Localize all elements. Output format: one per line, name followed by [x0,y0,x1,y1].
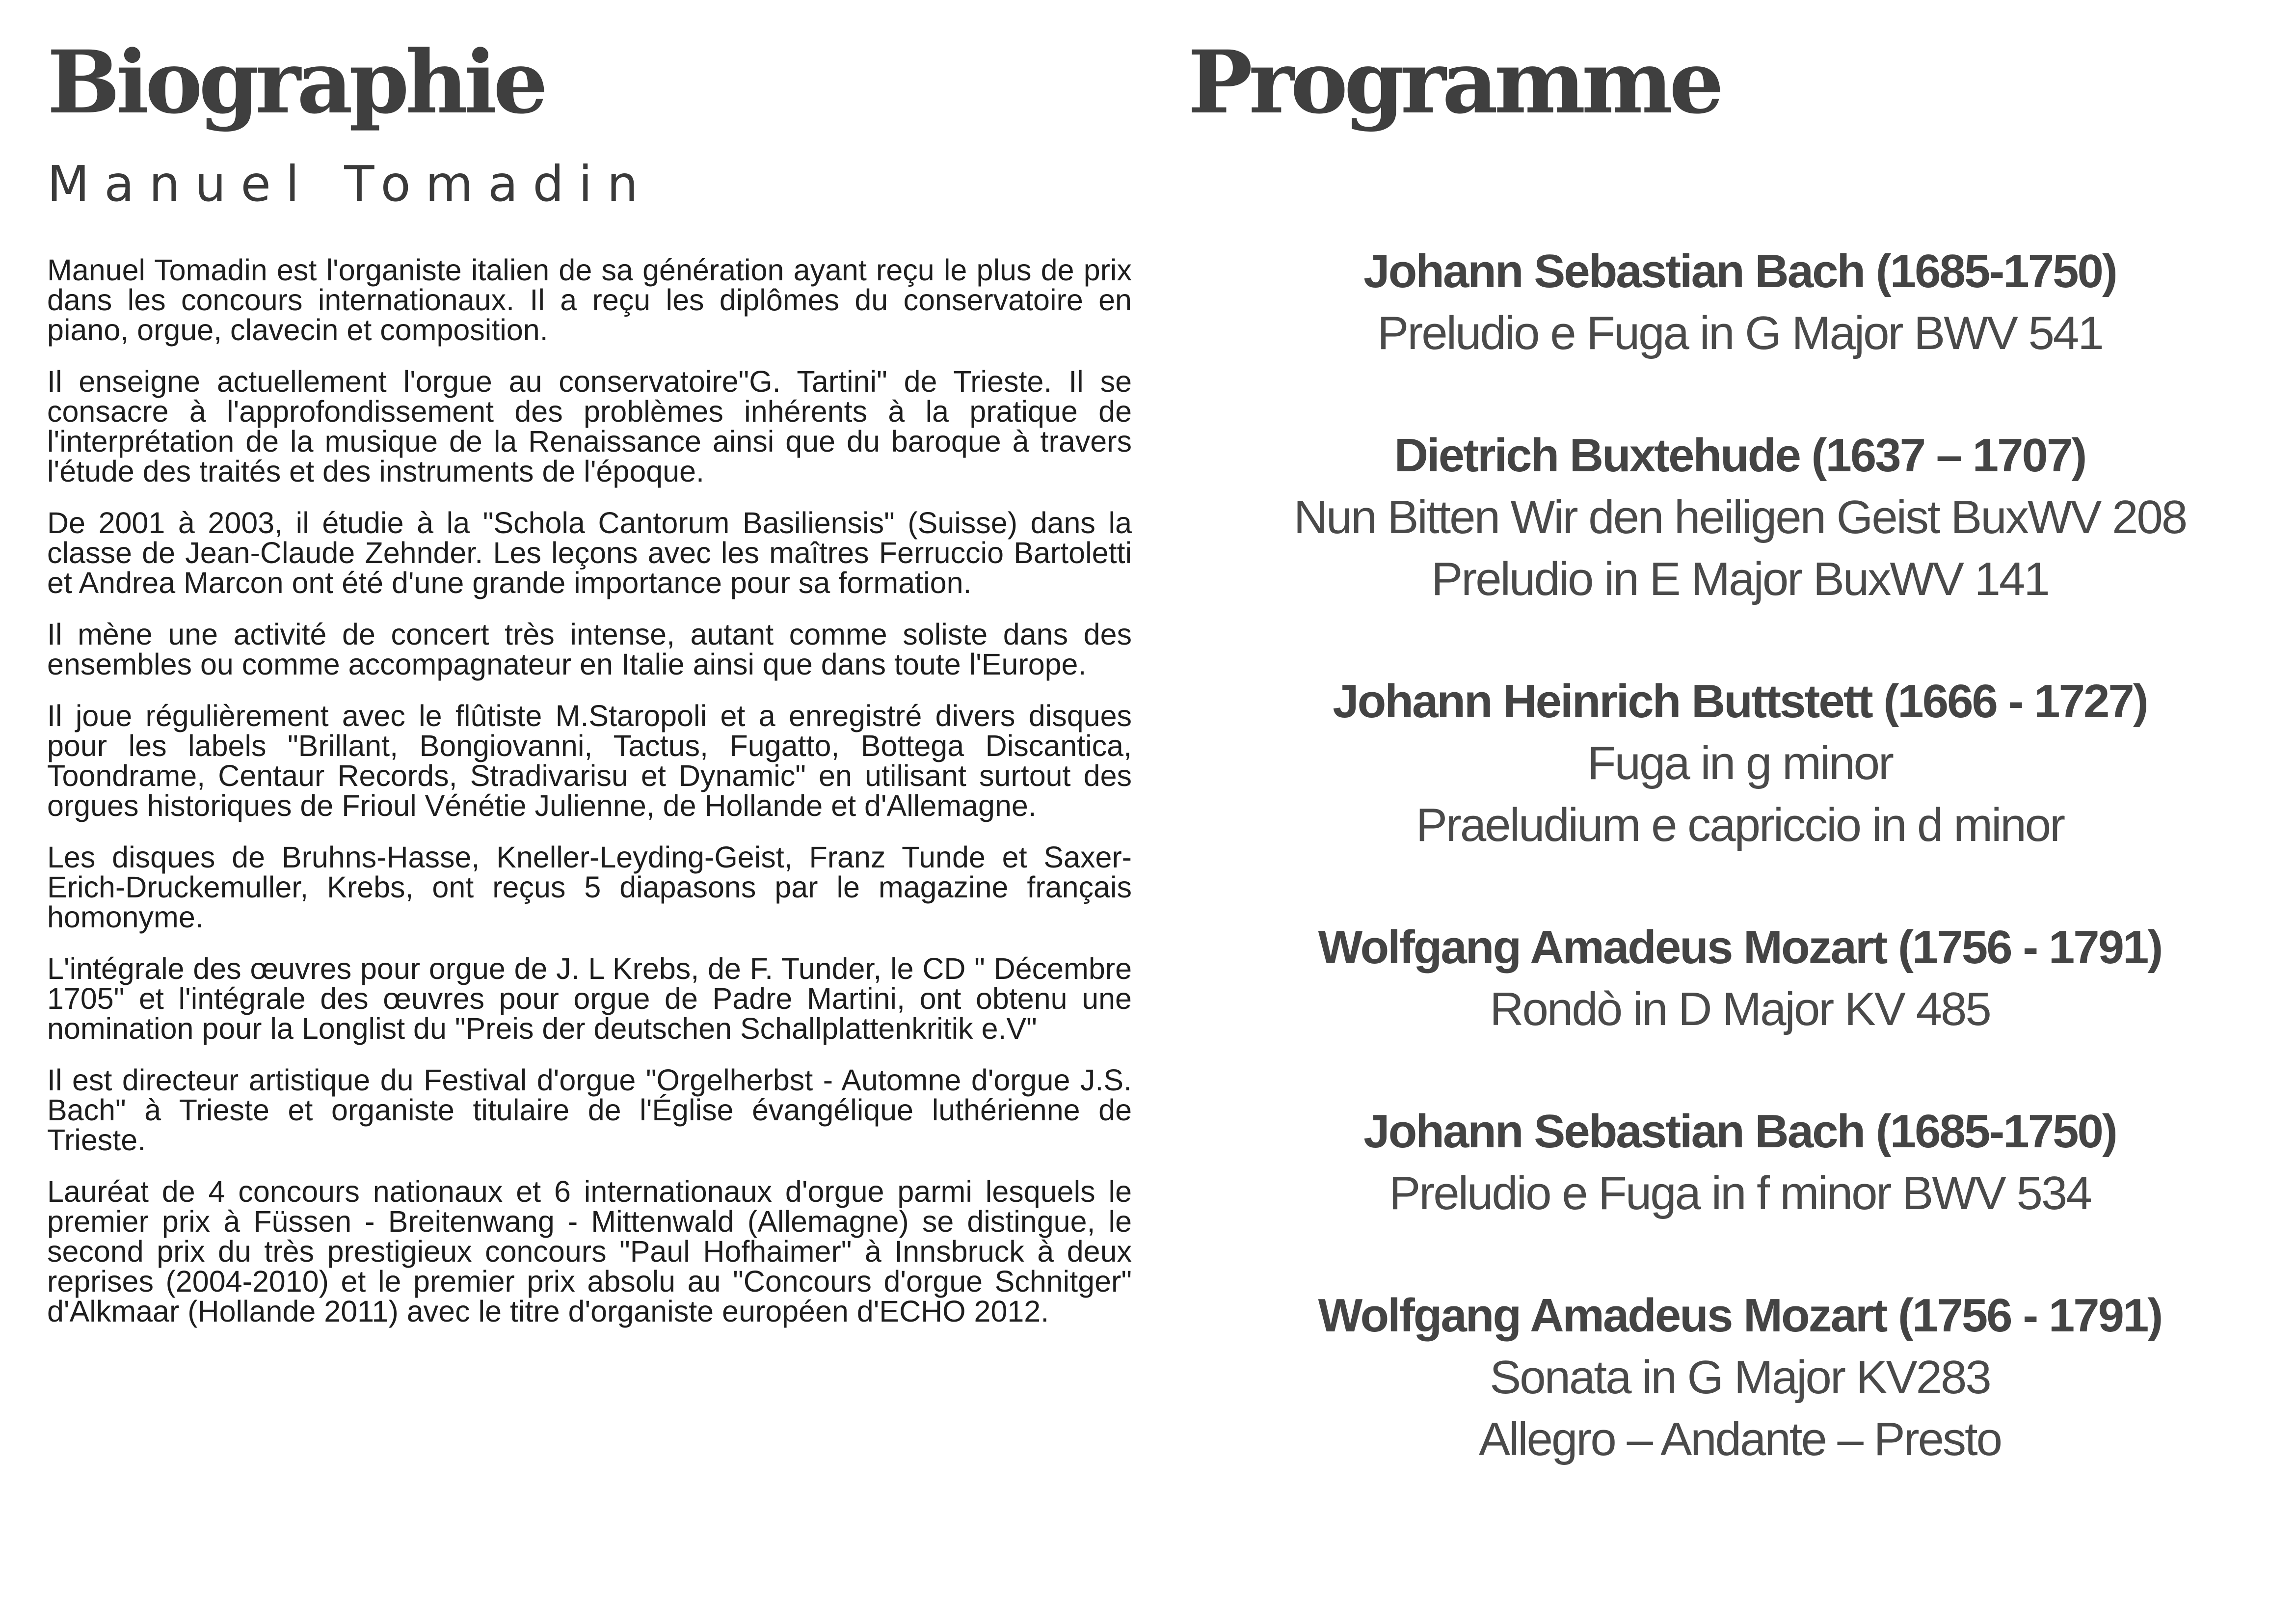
composer-name: Johann Heinrich Buttstett (1666 - 1727) [1333,675,2147,728]
programme-list [1188,241,2292,1531]
biography-paragraph: Il est directeur artistique du Festival d'orgue "Orgelherbst - Automne d'orgue J.S. Bach" à Trieste et organiste titulaire de l'Église évangélique luthérienne de Trieste. [47,1063,1132,1157]
biography-paragraph: Il joue régulièrement avec le flûtiste M.Staropoli et a enregistré divers disques pour les labels "Brillant, Bongiovanni, Tactus, Fugatto, Bottega Discantica, Toondrame, Centaur Records, Stradivarisu et Dynamic" en utilisant surtout des orgues historiques de Frioul Vénétie Julienne, de Hollande et d'Allemagne. [47,699,1132,822]
biography-paragraph: De 2001 à 2003, il étudie à la "Schola Cantorum Basiliensis" (Suisse) dans la classe de Jean-Claude Zehnder. Les leçons avec les maîtres Ferruccio Bartoletti et Andrea Marcon ont été d'une grande importance pour sa formation. [47,506,1132,599]
work-title: Praeludium e capriccio in d minor [1415,799,2064,851]
biography-text [47,255,1132,1326]
programme-item [1188,425,2292,610]
biography-paragraph: Il mène une activité de concert très intense, autant comme soliste dans des ensembles ou comme accompagnateur en Italie ainsi que dans toute l'Europe. [47,618,1132,681]
biography-paragraph: Les disques de Bruhns-Hasse, Kneller-Leyding-Geist, Franz Tunde et Saxer-Erich-Druckemuller, Krebs, ont reçus 5 diapasons par le magazine français homonyme. [47,840,1132,934]
programme-item [1188,671,2292,856]
programme-item [1188,241,2292,364]
programme-heading: Programme [1188,31,1720,133]
composer-name: Wolfgang Amadeus Mozart (1756 - 1791) [1318,921,2162,974]
programme-item [1188,1101,2292,1224]
work-title: Sonata in G Major KV283 [1490,1351,1990,1404]
work-title: Rondò in D Major KV 485 [1490,983,1990,1035]
work-title: Allegro – Andante – Presto [1478,1413,2002,1465]
work-title: Preludio e Fuga in f minor BWV 534 [1389,1167,2091,1219]
composer-name: Dietrich Buxtehude (1637 – 1707) [1394,429,2086,482]
composer-name: Wolfgang Amadeus Mozart (1756 - 1791) [1318,1289,2162,1342]
biography-column [47,31,1132,1348]
composer-name: Johann Sebastian Bach (1685-1750) [1363,245,2116,298]
work-title: Fuga in g minor [1587,737,1893,789]
biography-paragraph: Il enseigne actuellement l'orgue au conservatoire"G. Tartini" de Trieste. Il se consacre à l'approfondissement des problèmes inhérents à la pratique de l'interprétation de la musique de la Renaissance ainsi que du baroque à travers l'étude des traités et des instruments de l'époque. [47,365,1132,488]
composer-name: Johann Sebastian Bach (1685-1750) [1363,1105,2116,1158]
biography-heading: Biographie [47,31,544,133]
biography-paragraph: Lauréat de 4 concours nationaux et 6 internationaux d'orgue parmi lesquels le premier prix à Füssen - Breitenwang - Mittenwald (Allemagne) se distingue, le second prix du très prestigieux concours "Paul Hofhaimer" à Innsbruck à deux reprises (2004-2010) et le premier prix absolu au "Concours d'orgue Schnitger" d'Alkmaar (Hollande 2011) avec le titre d'organiste européen d'ECHO 2012. [47,1175,1132,1328]
work-title: Preludio e Fuga in G Major BWV 541 [1377,307,2103,359]
performer-name: Manuel Tomadin [47,155,653,213]
work-title: Preludio in E Major BuxWV 141 [1431,553,2049,605]
programme-column [1188,31,2292,1465]
programme-item [1188,1285,2292,1470]
work-title: Nun Bitten Wir den heiligen Geist BuxWV 208 [1293,491,2187,543]
programme-item [1188,917,2292,1040]
biography-paragraph: Manuel Tomadin est l'organiste italien de sa génération ayant reçu le plus de prix dans les concours internationaux. Il a reçu les diplômes du conservatoire en piano, orgue, clavecin et composition. [47,253,1132,347]
biography-paragraph: L'intégrale des œuvres pour orgue de J. L Krebs, de F. Tunder, le CD " Décembre 1705" et l'intégrale des œuvres pour orgue de Padre Martini, ont obtenu une nomination pour la Longlist du "Preis der deutschen Schallplattenkritik e.V" [47,952,1132,1045]
